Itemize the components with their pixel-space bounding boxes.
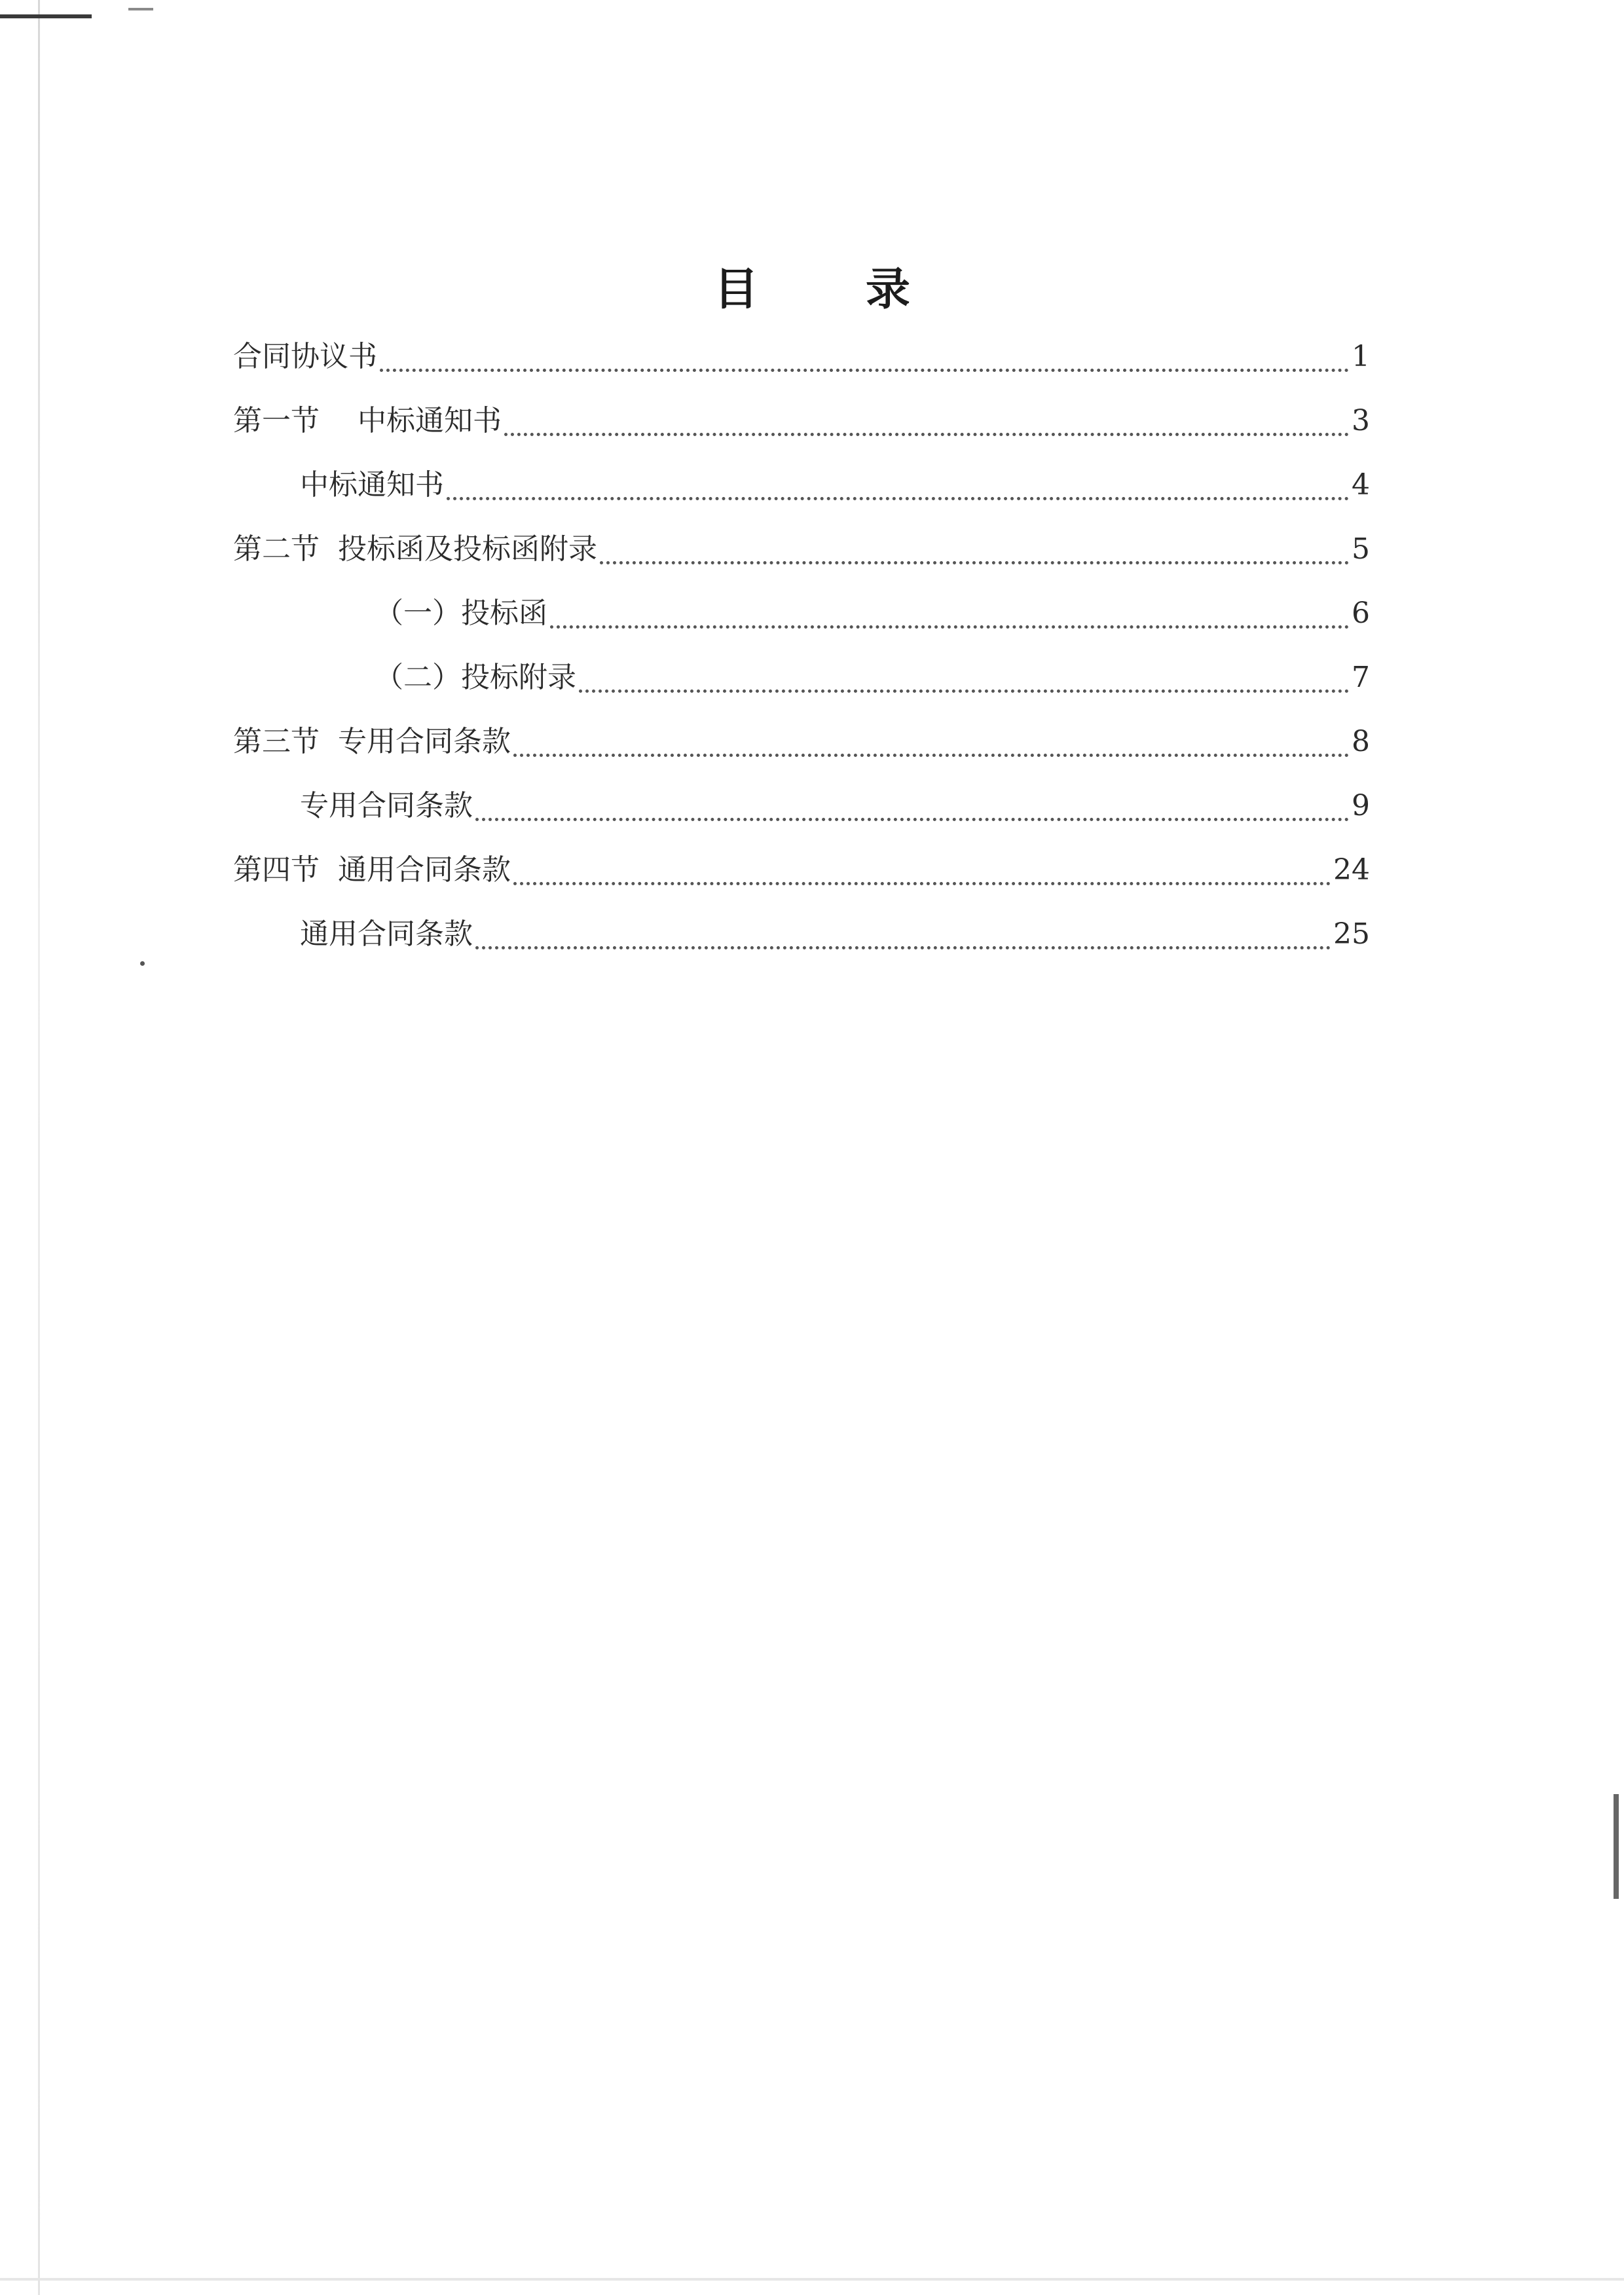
scan-mark: [128, 8, 153, 10]
toc-leader: [380, 369, 1349, 372]
toc-entry-page: 6: [1352, 597, 1370, 630]
toc-leader: [579, 689, 1349, 693]
toc-entry[interactable]: [300, 462, 1370, 508]
toc-entry[interactable]: [375, 655, 1370, 701]
toc-entry[interactable]: [375, 591, 1370, 636]
toc-leader: [600, 561, 1349, 564]
scan-mark: [0, 14, 92, 18]
toc-leader: [475, 818, 1349, 821]
toc-entry[interactable]: [233, 847, 1370, 893]
toc-entry-label: 第二节 投标函及投标函附录: [233, 532, 597, 566]
toc-leader: [513, 882, 1331, 885]
toc-leader: [513, 754, 1349, 757]
toc-entry[interactable]: [233, 398, 1370, 444]
toc-entry-label: 专用合同条款: [300, 789, 473, 822]
toc-leader: [475, 946, 1331, 949]
scan-edge: [0, 2278, 1624, 2281]
toc-leader: [447, 497, 1349, 500]
toc-leader: [504, 433, 1349, 436]
toc-entry[interactable]: [233, 526, 1370, 572]
toc-leader: [550, 625, 1349, 629]
toc-entry-page: 8: [1352, 725, 1370, 758]
toc-entry-page: 5: [1352, 532, 1370, 566]
toc-entry[interactable]: [300, 911, 1370, 957]
toc-entry-label: （一）投标函: [375, 597, 547, 630]
scan-dot: [140, 961, 145, 966]
toc-entry-label: 合同协议书: [233, 340, 377, 373]
toc-entry[interactable]: [300, 783, 1370, 829]
toc-entry-label: 第一节 中标通知书: [233, 404, 502, 437]
toc-title: 目 录: [714, 263, 956, 316]
toc-entry-label: 第四节 通用合同条款: [233, 853, 511, 887]
toc-entry-page: 7: [1352, 661, 1370, 694]
toc-entry-page: 4: [1352, 468, 1370, 502]
toc-entry-label: 通用合同条款: [300, 917, 473, 951]
toc-entry-page: 9: [1352, 789, 1370, 822]
toc-entry-page: 3: [1352, 404, 1370, 437]
toc-entry[interactable]: [233, 334, 1370, 380]
toc-entry-page: 24: [1333, 853, 1370, 887]
toc-entry-label: 第三节 专用合同条款: [233, 725, 511, 758]
toc-entry-page: 25: [1333, 917, 1370, 951]
toc-entry-label: 中标通知书: [300, 468, 444, 502]
scan-edge: [38, 0, 40, 2295]
toc-entry[interactable]: [233, 719, 1370, 765]
scan-mark: [1614, 1794, 1619, 1899]
toc-entry-page: 1: [1352, 340, 1370, 373]
toc-entry-label: （二）投标附录: [375, 661, 576, 694]
